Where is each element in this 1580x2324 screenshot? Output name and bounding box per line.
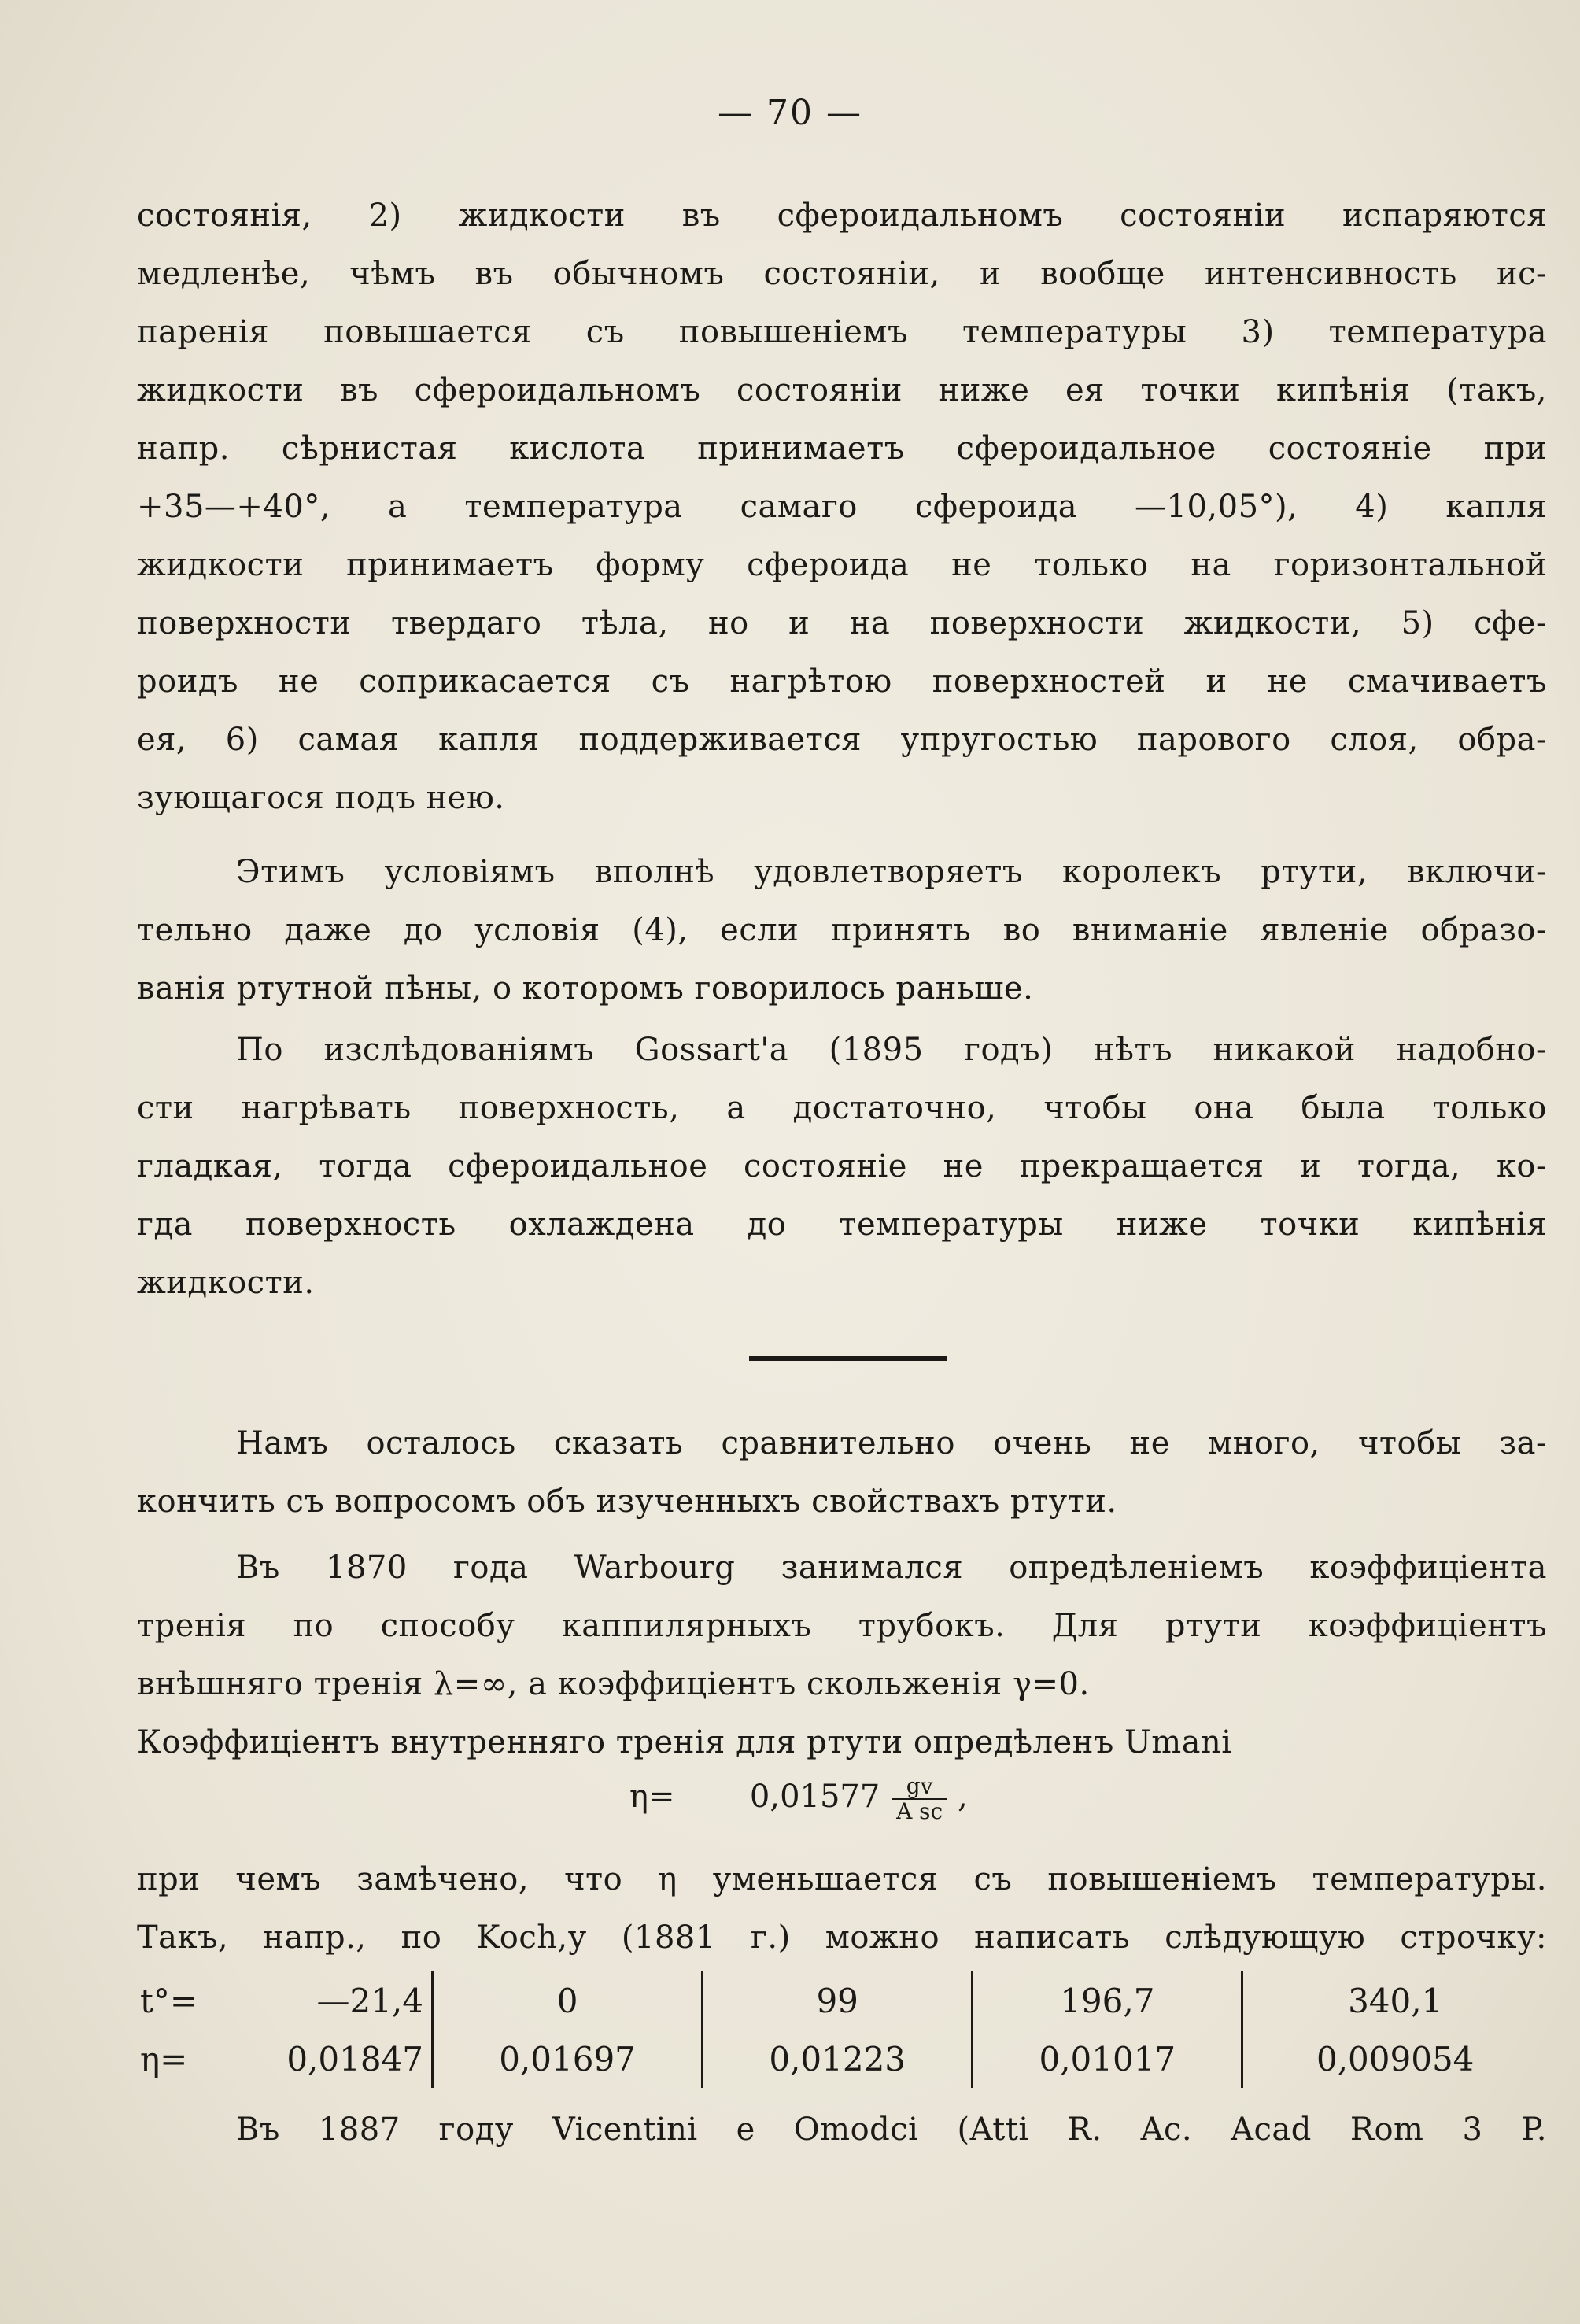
text-line: кончить съ вопросомъ объ изученныхъ свойствахъ ртути. (137, 1483, 1117, 1520)
text-line: зующагося подъ нею. (137, 780, 505, 816)
text-line: Коэффиціентъ внутренняго тренія для ртути опредѣленъ Umani (137, 1724, 1232, 1761)
text-line: жидкости въ сфероидальномъ состояніи ниже ея точки кипѣнія (такъ, (137, 372, 1547, 408)
text-line: Такъ, напр., по Koch,у (1881 г.) можно написать слѣдующую строчку: (137, 1919, 1547, 1956)
text-line: медленѣе, чѣмъ въ обычномъ состояніи, и вообще интенсивность ис- (137, 256, 1547, 292)
text-line: тренія по способу каппилярныхъ трубокъ. Для ртути коэффиціентъ (137, 1608, 1547, 1644)
viscosity-table (140, 1971, 1547, 2088)
text-line: при чемъ замѣчено, что η уменьшается съ повышеніемъ температуры. (137, 1861, 1547, 1897)
table-row (140, 1971, 1547, 2030)
text-line: сти нагрѣвать поверхность, а достаточно, чтобы она была только (137, 1090, 1547, 1126)
table-cell: t°= (140, 1981, 198, 2020)
text-line: жидкости принимаетъ форму сфероида не только на горизонтальной (137, 547, 1547, 583)
table-row (140, 2030, 1547, 2088)
text-line: ванія ртутной пѣны, о которомъ говорилось раньше. (137, 970, 1034, 1007)
table-cell: 0 (433, 1971, 703, 2030)
page-number: — 70 — (718, 93, 862, 133)
formula-fraction (892, 1775, 947, 1823)
text-line: гда поверхность охлаждена до температуры ниже точки кипѣнія (137, 1206, 1547, 1243)
text-line: напр. сѣрнистая кислота принимаетъ сфероидальное состояніе при (137, 430, 1547, 467)
formula-trail: , (957, 1779, 968, 1815)
text-line: По изслѣдованіямъ Gossart'а (1895 годъ) нѣтъ никакой надобно- (236, 1032, 1547, 1068)
table-cell: 0,01847 (286, 2039, 423, 2078)
table-cell: 0,009054 (1242, 2030, 1547, 2088)
text-line: роидъ не соприкасается съ нагрѣтою поверхностей и не смачиваетъ (137, 663, 1547, 700)
text-line: внѣшняго тренія λ=∞, а коэффиціентъ скольженія γ=0. (137, 1666, 1090, 1702)
table-cell: 99 (703, 1971, 973, 2030)
formula-denominator: A sc (896, 1798, 943, 1824)
section-divider (749, 1356, 947, 1361)
formula-lhs: η= (629, 1779, 675, 1815)
formula-value: 0,01577 (749, 1779, 880, 1815)
text-line: паренія повышается съ повышеніемъ температуры 3) температура (137, 314, 1547, 350)
text-line: поверхности твердаго тѣла, но и на поверхности жидкости, 5) сфе- (137, 605, 1547, 641)
text-line: состоянія, 2) жидкости въ сфероидальномъ состояніи испаряются (137, 198, 1547, 234)
table-cell: 0,01017 (973, 2030, 1242, 2088)
text-line: Въ 1870 года Warbourg занимался опредѣленіемъ коэффиціента (236, 1550, 1547, 1586)
text-line: +35—+40°, а температура самаго сфероида —10,05°), 4) капля (137, 489, 1547, 525)
table-cell: 0,01223 (703, 2030, 973, 2088)
table-cell: η= (140, 2039, 188, 2078)
table-cell: 340,1 (1242, 1971, 1547, 2030)
text-line: жидкости. (137, 1265, 315, 1301)
table-cell: —21,4 (316, 1981, 423, 2020)
text-line: Намъ осталось сказать сравнительно очень не много, чтобы за- (236, 1425, 1547, 1461)
table-cell: 196,7 (973, 1971, 1242, 2030)
text-line: ея, 6) самая капля поддерживается упругостью парового слоя, обра- (137, 722, 1547, 758)
text-line: Этимъ условіямъ вполнѣ удовлетворяетъ королекъ ртути, включи- (236, 854, 1547, 890)
text-line: гладкая, тогда сфероидальное состояніе не прекращается и тогда, ко- (137, 1148, 1547, 1184)
table-cell: 0,01697 (433, 2030, 703, 2088)
text-line: тельно даже до условія (4), если принять во вниманіе явленіе образо- (137, 912, 1547, 948)
text-line: Въ 1887 году Vicentini e Omodci (Atti R. Ac. Acad Rom 3 P. (236, 2112, 1547, 2148)
viscosity-formula (629, 1775, 968, 1823)
formula-numerator: gv (892, 1775, 947, 1800)
